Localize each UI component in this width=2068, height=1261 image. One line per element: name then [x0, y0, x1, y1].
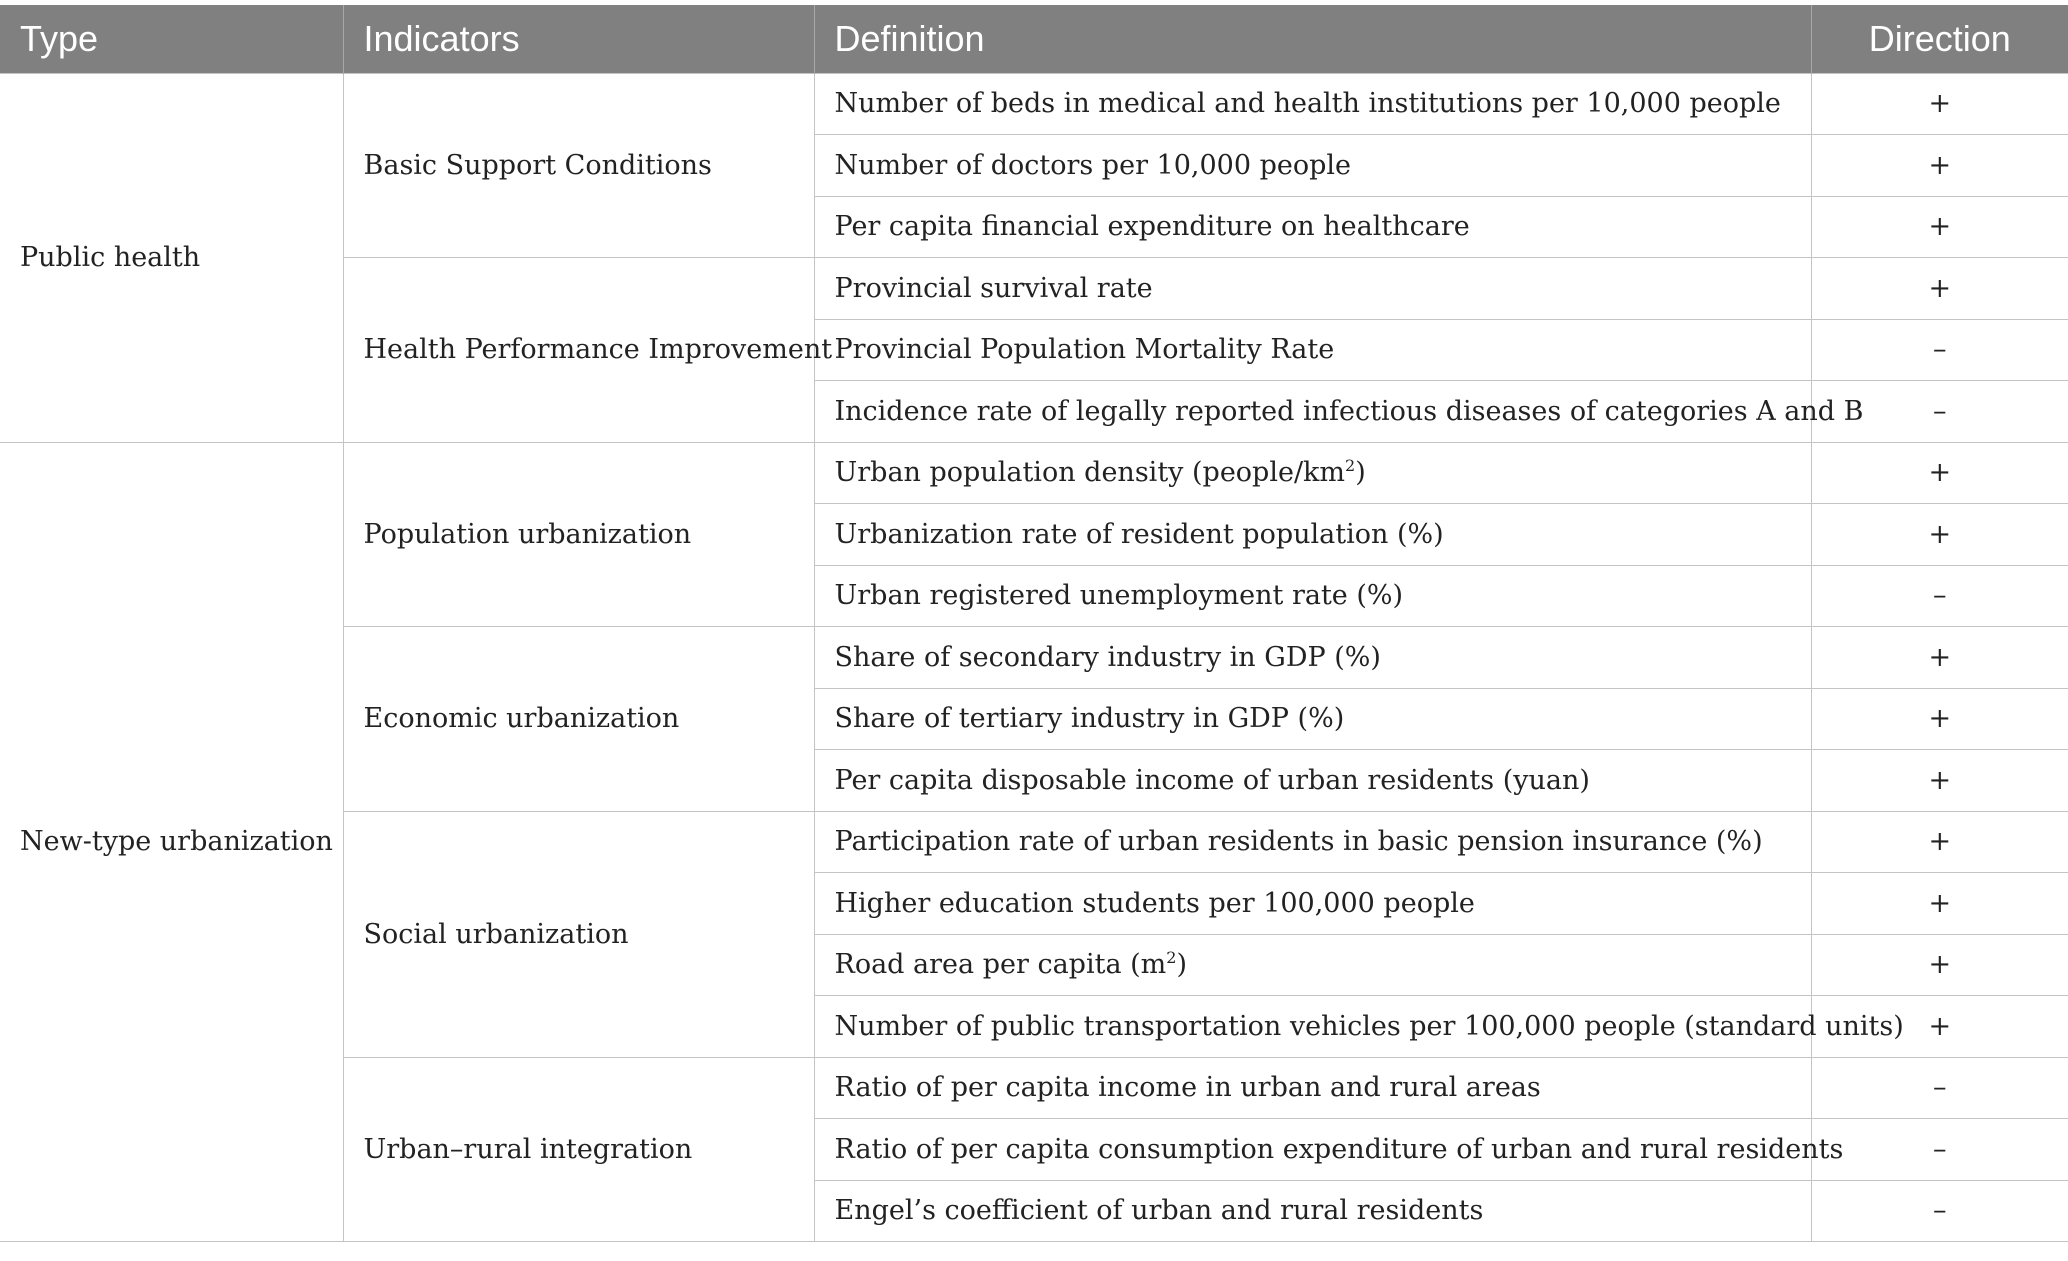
table-row	[0, 73, 2068, 135]
definition-text: Engel’s coefficient of urban and rural residents	[834, 1195, 1484, 1227]
direction-cell: –	[1811, 565, 2068, 627]
table-row	[0, 442, 2068, 504]
definition-cell	[814, 1057, 1811, 1119]
direction-cell: –	[1811, 1119, 2068, 1181]
indicator-cell: Urban–rural integration	[343, 1057, 814, 1242]
definition-text: Participation rate of urban residents in basic pension insurance (%)	[834, 826, 1763, 858]
definition-text: Ratio of per capita consumption expenditure of urban and rural residents	[834, 1133, 1844, 1165]
direction-cell: +	[1811, 196, 2068, 258]
definition-cell	[814, 750, 1811, 812]
definition-cell	[814, 565, 1811, 627]
definition-text: Urban registered unemployment rate (%)	[834, 580, 1404, 612]
definition-suffix: )	[1176, 949, 1187, 981]
indicator-cell: Health Performance Improvement	[343, 258, 814, 443]
definition-cell	[814, 504, 1811, 566]
definition-text: Higher education students per 100,000 people	[834, 887, 1475, 919]
definition-text: Share of tertiary industry in GDP (%)	[834, 703, 1345, 735]
definition-suffix: )	[1355, 457, 1366, 489]
definition-text: Road area per capita (m	[834, 949, 1167, 981]
direction-cell: +	[1811, 811, 2068, 873]
definition-cell	[814, 442, 1811, 504]
header-row	[0, 5, 2068, 73]
definition-cell	[814, 135, 1811, 197]
header-indicators: Indicators	[343, 5, 814, 73]
direction-cell: +	[1811, 627, 2068, 689]
definition-cell	[814, 934, 1811, 996]
header-definition: Definition	[814, 5, 1811, 73]
definition-cell	[814, 627, 1811, 689]
definition-cell	[814, 996, 1904, 1058]
definition-text: Per capita disposable income of urban residents (yuan)	[834, 764, 1590, 796]
direction-cell: +	[1811, 73, 2068, 135]
indicator-cell: Basic Support Conditions	[343, 73, 814, 258]
direction-cell: +	[1811, 504, 2068, 566]
indicator-cell: Population urbanization	[343, 442, 814, 627]
definition-superscript: 2	[1345, 456, 1356, 476]
definition-cell	[814, 196, 1811, 258]
definition-cell	[814, 873, 1811, 935]
indicator-cell: Economic urbanization	[343, 627, 814, 812]
table-header	[0, 5, 2068, 73]
definition-cell	[814, 1119, 1844, 1181]
definition-text: Per capita financial expenditure on healthcare	[834, 211, 1470, 243]
direction-cell: –	[1811, 319, 2068, 381]
definition-superscript: 2	[1166, 948, 1177, 968]
direction-cell: +	[1811, 135, 2068, 197]
direction-cell: –	[1811, 381, 2068, 443]
header-direction: Direction	[1811, 5, 2068, 73]
definition-text: Number of beds in medical and health institutions per 10,000 people	[834, 88, 1781, 120]
direction-cell: +	[1811, 688, 2068, 750]
type-cell: New-type urbanization	[0, 442, 343, 1242]
definition-cell	[814, 1180, 1811, 1242]
definition-cell	[814, 688, 1811, 750]
direction-cell: +	[1811, 934, 2068, 996]
definition-text: Number of doctors per 10,000 people	[834, 149, 1352, 181]
indicator-table-wrapper	[0, 5, 2068, 1242]
indicator-cell: Social urbanization	[343, 811, 814, 1057]
definition-text: Urban population density (people/km	[834, 457, 1346, 489]
direction-cell: –	[1811, 1180, 2068, 1242]
definition-cell	[814, 258, 1811, 320]
direction-cell: –	[1811, 1057, 2068, 1119]
type-cell: Public health	[0, 73, 343, 442]
definition-cell	[814, 811, 1811, 873]
table-body	[0, 73, 2068, 1242]
direction-cell: +	[1811, 442, 2068, 504]
definition-cell	[814, 73, 1811, 135]
direction-cell: +	[1811, 258, 2068, 320]
header-type: Type	[0, 5, 343, 73]
definition-text: Urbanization rate of resident population (%)	[834, 518, 1444, 550]
definition-text: Ratio of per capita income in urban and rural areas	[834, 1072, 1541, 1104]
direction-cell: +	[1811, 750, 2068, 812]
indicator-table	[0, 5, 2068, 1242]
definition-text: Provincial Population Mortality Rate	[834, 334, 1335, 366]
definition-cell	[814, 381, 1864, 443]
definition-text: Number of public transportation vehicles per 100,000 people (standard units)	[834, 1010, 1904, 1042]
definition-text: Share of secondary industry in GDP (%)	[834, 641, 1381, 673]
definition-text: Incidence rate of legally reported infectious diseases of categories A and B	[834, 395, 1864, 427]
definition-cell	[814, 319, 1811, 381]
direction-cell: +	[1811, 996, 2068, 1058]
definition-text: Provincial survival rate	[834, 272, 1153, 304]
direction-cell: +	[1811, 873, 2068, 935]
